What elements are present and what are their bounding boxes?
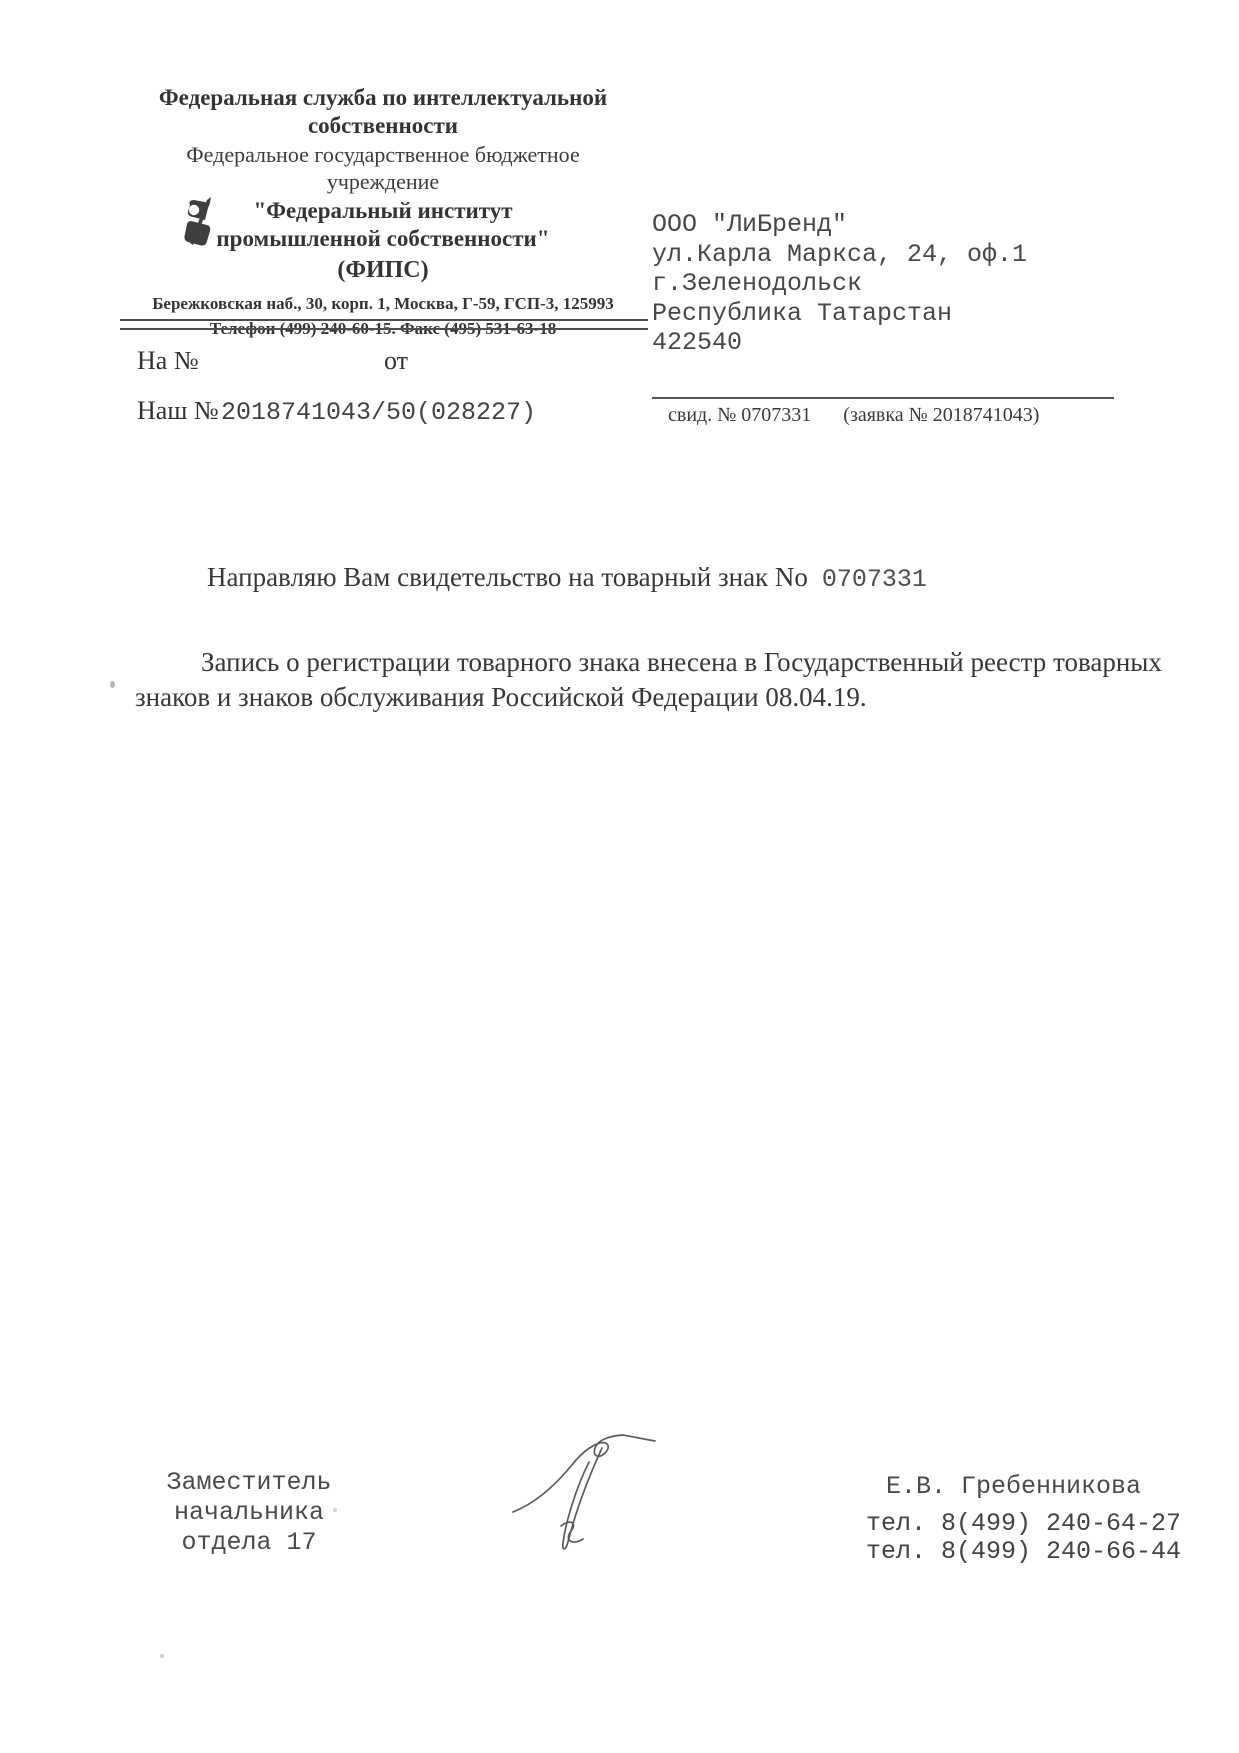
- handwritten-signature: [505, 1430, 670, 1562]
- outgoing-number-value: 2018741043/50(028227): [221, 398, 537, 427]
- recipient-city: г.Зеленодольск: [652, 269, 863, 299]
- org-address: Бережковская наб., 30, корп. 1, Москва, Г-59, ГСП-3, 125993: [152, 294, 614, 313]
- org-abbreviation: (ФИПС): [337, 257, 429, 283]
- certificate-number: свид. № 0707331: [668, 404, 812, 426]
- salutation-line: [207, 560, 927, 594]
- org-type: Федеральное государственное бюджетное учреждение: [186, 142, 580, 194]
- recipient-company: ООО "ЛиБренд": [652, 210, 848, 239]
- signer-position-line2: отдела 17: [181, 1528, 317, 1557]
- scan-speck: [110, 681, 115, 688]
- signer-position: [84, 1468, 414, 1558]
- contact-phone-2: тел. 8(499) 240-66-44: [866, 1537, 1182, 1566]
- outgoing-number-label: Наш №: [137, 396, 219, 425]
- certificate-reference-line: [668, 403, 1039, 427]
- contact-phone-1: тел. 8(499) 240-64-27: [866, 1509, 1182, 1538]
- incoming-number-label: На №: [137, 346, 199, 375]
- letterhead: [118, 84, 648, 339]
- recipient-region: Республика Татарстан: [652, 298, 953, 328]
- scan-speck: [160, 1654, 164, 1658]
- org-phone-fax: Телефон (499) 240-60-15. Факс (495) 531-63-18: [209, 319, 557, 338]
- application-number: (заявка № 2018741043): [843, 404, 1040, 426]
- scan-speck: [333, 1508, 337, 1512]
- signer-position-line1: Заместитель начальника: [166, 1468, 332, 1527]
- certificate-ref-rule: [652, 397, 1114, 399]
- recipient-address-block: [652, 210, 1027, 358]
- trademark-number: 0707331: [821, 565, 927, 594]
- letterhead-divider-rule: [120, 319, 648, 330]
- recipient-street: ул.Карла Маркса, 24, оф.1: [652, 239, 1028, 269]
- org-name-federal-service: Федеральная служба по интеллектуальной собственности: [158, 85, 608, 138]
- org-name-institute: "Федеральный институт промышленной собственности": [216, 198, 550, 251]
- incoming-date-label: от: [384, 346, 409, 375]
- body-paragraph: Запись о регистрации товарного знака внесена в Государственный реестр товарных знаков и знаков обслуживания Российской Федерации 08.04.19.: [135, 647, 1162, 712]
- recipient-postal-code: 422540: [652, 328, 743, 358]
- signer-name: Е.В. Гребенникова: [886, 1472, 1142, 1501]
- salutation-text: Направляю Вам свидетельство на товарный знак No: [207, 562, 808, 592]
